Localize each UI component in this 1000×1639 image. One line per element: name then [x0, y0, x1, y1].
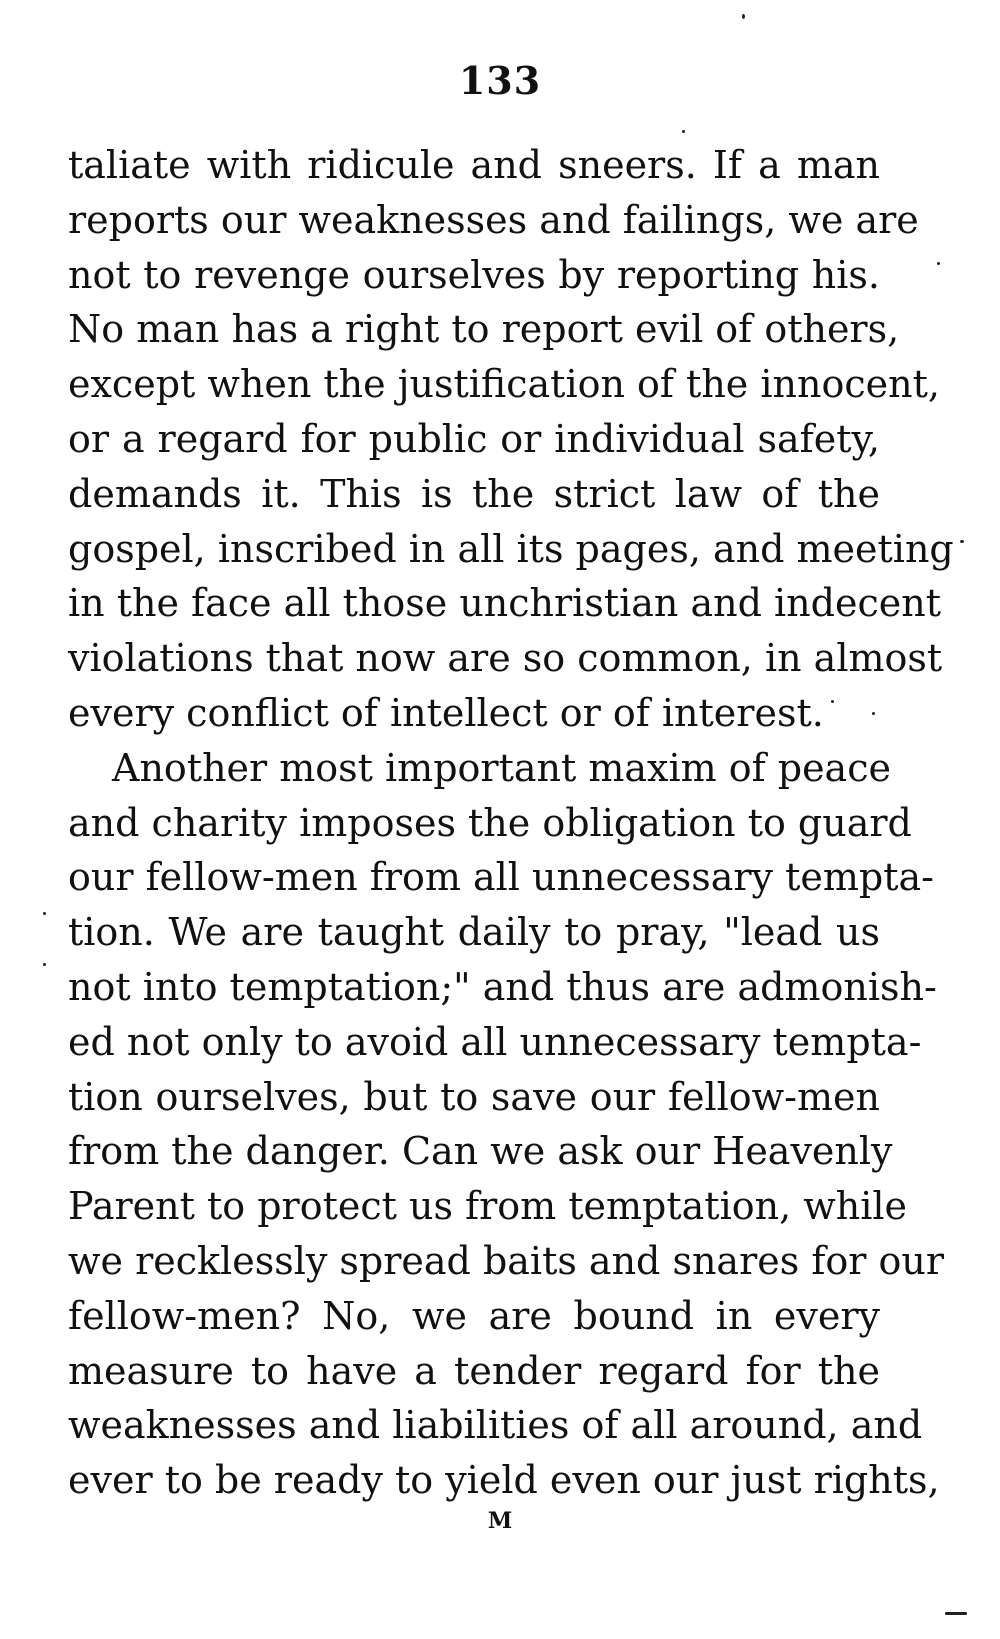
- text-line: we recklessly spread baits and snares for our: [68, 1238, 945, 1283]
- speck: [872, 712, 875, 715]
- text-line: fellow-men? No, we are bound in every: [68, 1293, 880, 1338]
- speck: [742, 14, 745, 19]
- text-line: or a regard for public or individual safety,: [68, 416, 880, 461]
- text-line: ed not only to avoid all unnecessary tempta-: [68, 1019, 922, 1064]
- speck: [43, 963, 46, 966]
- page-number: 133: [458, 58, 542, 103]
- text-line: No man has a right to report evil of others,: [68, 307, 900, 352]
- body-text: [68, 138, 954, 1508]
- speck: [937, 262, 940, 265]
- speck: [43, 912, 46, 915]
- text-line: our fellow-men from all unnecessary tempta-: [68, 855, 934, 900]
- text-line: tion ourselves, but to save our fellow-men: [68, 1074, 880, 1119]
- text-line: every conflict of intellect or of interest.: [68, 690, 824, 735]
- signature-mark: M: [487, 1508, 513, 1534]
- paragraph-1: [68, 138, 954, 741]
- paragraph-2: [68, 741, 945, 1508]
- text-line: taliate with ridicule and sneers. If a man: [68, 143, 880, 187]
- text-line: not to revenge ourselves by reporting his.: [68, 252, 880, 297]
- text-line: in the face all those unchristian and indecent: [68, 581, 941, 626]
- text-line: not into temptation;" and thus are admonish-: [68, 964, 937, 1009]
- text-line: Parent to protect us from temptation, while: [68, 1184, 908, 1229]
- speck: [945, 1612, 967, 1615]
- text-line: weaknesses and liabilities of all around, and: [68, 1403, 923, 1448]
- text-line: demands it. This is the strict law of the: [68, 471, 880, 516]
- speck: [960, 540, 964, 543]
- text-line: tion. We are taught daily to pray, "lead us: [68, 910, 880, 955]
- text-line: except when the justification of the innocent,: [68, 362, 940, 407]
- speck: [831, 700, 834, 703]
- speck: [682, 130, 685, 133]
- text-line: Another most important maxim of peace: [112, 745, 891, 790]
- text-line: measure to have a tender regard for the: [68, 1348, 880, 1393]
- text-line: ever to be ready to yield even our just rights,: [68, 1458, 940, 1503]
- text-line: gospel, inscribed in all its pages, and meeting: [68, 526, 954, 571]
- text-line: from the danger. Can we ask our Heavenly: [68, 1129, 893, 1174]
- text-line: reports our weaknesses and failings, we are: [68, 197, 919, 242]
- text-line: and charity imposes the obligation to guard: [68, 800, 912, 845]
- text-line: violations that now are so common, in almost: [68, 636, 943, 681]
